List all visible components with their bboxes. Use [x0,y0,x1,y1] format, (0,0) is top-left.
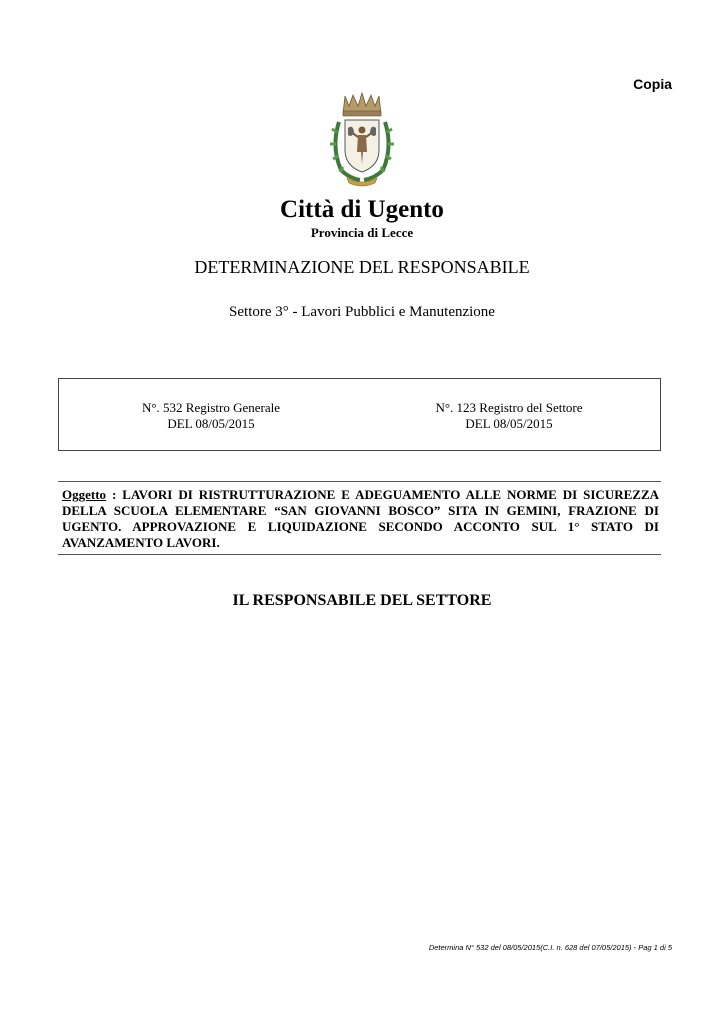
document-type: DETERMINAZIONE DEL RESPONSABILE [194,257,530,277]
general-registry [121,400,301,432]
sector-name: Settore 3° - Lavori Pubblici e Manutenzione [229,304,495,320]
subject-block [58,481,661,555]
coat-of-arms-icon [327,92,397,188]
page-footer: Determina N° 532 del 08/05/2015(C.I. n. 628 del 07/05/2015) - Pag 1 di 5 [428,943,672,952]
sector-registry-date: DEL 08/05/2015 [465,416,553,431]
subject-text: : LAVORI DI RISTRUTTURAZIONE E ADEGUAMENTO ALLE NORME DI SICUREZZA DELLA SCUOLA ELEMENTARE “SAN GIOVANNI BOSCO” SITA IN GEMINI, FRAZIONE DI UGENTO. APPROVAZIONE E LIQUIDAZIONE SECONDO ACCONTO SUL 1° STATO DI AVANZAMENTO LAVORI. [62,487,659,550]
sector-registry [419,400,599,432]
sector-registry-number: N°. 123 Registro del Settore [435,400,583,415]
registry-box [58,378,661,451]
subject-label: Oggetto [62,487,107,502]
city-name: Città di Ugento [280,196,444,223]
section-heading: IL RESPONSABILE DEL SETTORE [232,592,492,609]
general-registry-number: N°. 532 Registro Generale [141,400,281,415]
province-name: Provincia di Lecce [310,225,414,240]
copy-label: Copia [633,76,672,92]
general-registry-date: DEL 08/05/2015 [167,416,255,431]
